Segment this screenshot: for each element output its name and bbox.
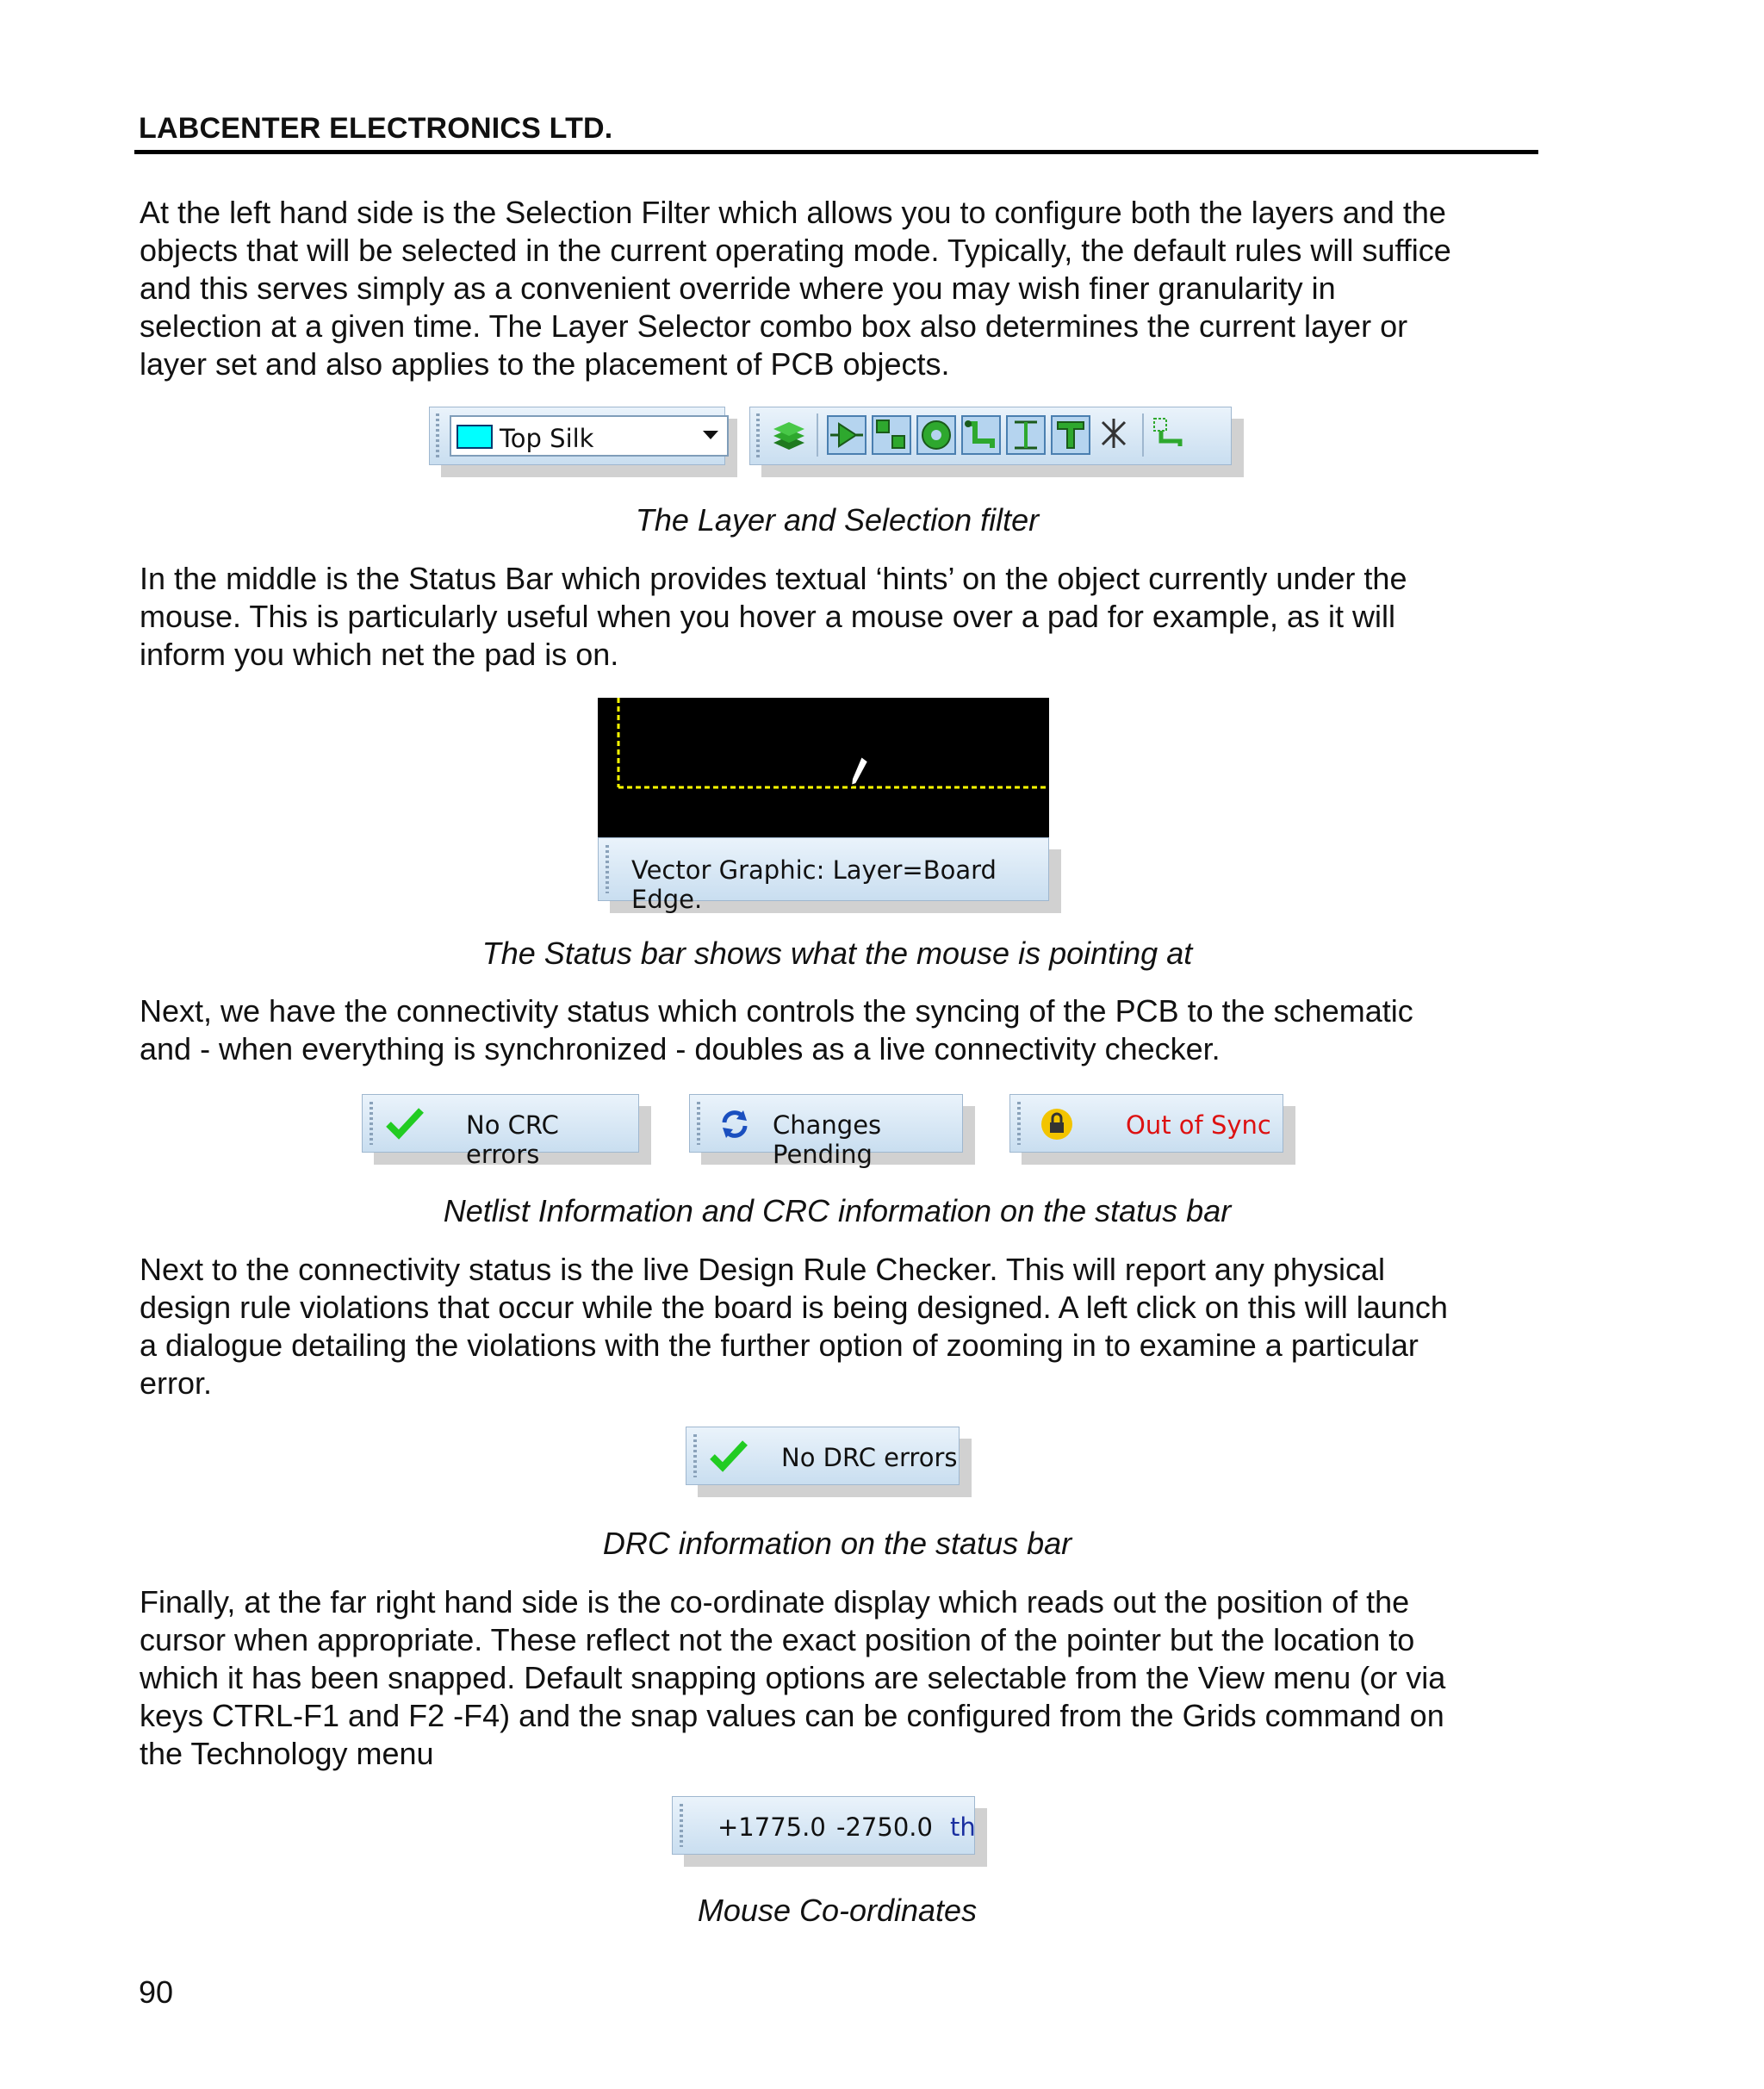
text-line: Next, we have the connectivity status which controls the syncing of the PCB to the schematic (140, 993, 1413, 1029)
page-number: 90 (139, 1974, 174, 2010)
layers-icon[interactable] (768, 415, 808, 455)
toolbar-separator (1142, 413, 1144, 457)
graphic-text-icon[interactable] (1051, 415, 1090, 455)
status-grip[interactable] (697, 1102, 700, 1145)
checkmark-icon (709, 1439, 748, 1474)
selection-filter-toolbar (749, 407, 1232, 465)
out-of-sync-panel[interactable] (1009, 1094, 1283, 1153)
pending-status-text: Changes Pending (773, 1110, 882, 1169)
text-line: In the middle is the Status Bar which provides textual ‘hints’ on the object currently under the (140, 561, 1407, 596)
text-line: At the left hand side is the Selection Filter which allows you to configure both the layers and the (140, 195, 1446, 230)
text-line: and this serves simply as a convenient override where you may wish finer granularity in (140, 270, 1336, 306)
paragraph-status-bar (140, 560, 1552, 674)
component-icon[interactable] (827, 415, 866, 455)
dimension-icon[interactable] (1006, 415, 1046, 455)
toolbar-separator (817, 413, 818, 457)
crc-status-panel[interactable] (362, 1094, 639, 1169)
toolbar-grip[interactable] (756, 413, 760, 458)
toolbar-grip[interactable] (436, 413, 439, 458)
selection-filter-icon[interactable] (1151, 415, 1190, 455)
pencil-cursor-icon (849, 755, 875, 789)
layer-selector-toolbar (429, 407, 725, 465)
chevron-down-icon[interactable] (703, 431, 718, 439)
coordinate-display (672, 1796, 975, 1855)
paragraph-selection-filter (140, 194, 1552, 383)
text-line: keys CTRL-F1 and F2 -F4) and the snap values can be configured from the Grids command on (140, 1698, 1444, 1733)
text-line: cursor when appropriate. These reflect not the exact position of the pointer but the location to (140, 1622, 1415, 1657)
zone-icon[interactable] (1096, 415, 1135, 455)
checkmark-icon (385, 1107, 425, 1141)
status-grip[interactable] (693, 1434, 697, 1477)
crc-status-text: No CRC errors (466, 1110, 559, 1169)
figure-caption-layer-filter: The Layer and Selection filter (635, 502, 1040, 538)
text-line: Finally, at the far right hand side is the co-ordinate display which reads out the position of the (140, 1584, 1410, 1620)
lock-icon (1040, 1107, 1074, 1141)
figure-caption-coords: Mouse Co-ordinates (697, 1893, 978, 1928)
via-icon[interactable] (916, 415, 956, 455)
text-line: objects that will be selected in the current operating mode. Typically, the default rules will suffice (140, 233, 1451, 268)
status-bar-figure (598, 698, 1049, 913)
drc-status-text: No DRC errors (781, 1443, 958, 1472)
coord-x: +1775.0 (717, 1812, 826, 1842)
figure-caption-status-bar: The Status bar shows what the mouse is pointing at (481, 936, 1193, 971)
coord-unit[interactable]: th (950, 1812, 976, 1842)
text-line: selection at a given time. The Layer Selector combo box also determines the current layer or (140, 308, 1408, 344)
text-line: layer set and also applies to the placement of PCB objects. (140, 346, 950, 382)
status-grip[interactable] (680, 1804, 683, 1847)
layer-selector-combo[interactable] (450, 415, 729, 457)
track-icon[interactable] (961, 415, 1001, 455)
changes-pending-panel[interactable] (689, 1094, 963, 1169)
text-line: a dialogue detailing the violations with the further option of zooming in to examine a particular (140, 1327, 1419, 1363)
drc-status-panel[interactable] (686, 1427, 960, 1485)
board-canvas (598, 698, 1049, 837)
coord-y: -2750.0 (836, 1812, 933, 1842)
text-line: and - when everything is synchronized - doubles as a live connectivity checker. (140, 1031, 1221, 1066)
status-grip[interactable] (370, 1102, 373, 1145)
figure-caption-drc: DRC information on the status bar (602, 1526, 1072, 1561)
document-header: LABCENTER ELECTRONICS LTD. (139, 112, 613, 145)
sync-arrows-icon (717, 1107, 752, 1141)
status-grip[interactable] (606, 845, 609, 893)
paragraph-drc (140, 1251, 1552, 1402)
layer-color-swatch (457, 425, 493, 449)
text-line: which it has been snapped. Default snapping options are selectable from the View menu (or via (140, 1660, 1446, 1695)
paragraph-coordinates (140, 1583, 1552, 1773)
layer-selector-value: Top Silk (500, 424, 594, 453)
text-line: the Technology menu (140, 1736, 434, 1771)
text-line: inform you which net the pad is on. (140, 637, 619, 672)
text-line: mouse. This is particularly useful when you hover a mouse over a pad for example, as it will (140, 599, 1396, 634)
status-grip[interactable] (1017, 1102, 1021, 1145)
text-line: error. (140, 1365, 213, 1401)
header-rule (134, 150, 1538, 154)
sync-status-text: Out of Sync (1126, 1110, 1271, 1140)
paragraph-connectivity (140, 992, 1552, 1068)
status-bar (598, 837, 1049, 914)
figure-caption-netlist: Netlist Information and CRC information on the status bar (443, 1193, 1232, 1228)
status-hint: Vector Graphic: Layer=Board Edge. (631, 855, 997, 914)
text-line: Next to the connectivity status is the live Design Rule Checker. This will report any physical (140, 1252, 1385, 1287)
text-line: design rule violations that occur while the board is being designed. A left click on this will launch (140, 1290, 1448, 1325)
pad-icon[interactable] (872, 415, 911, 455)
